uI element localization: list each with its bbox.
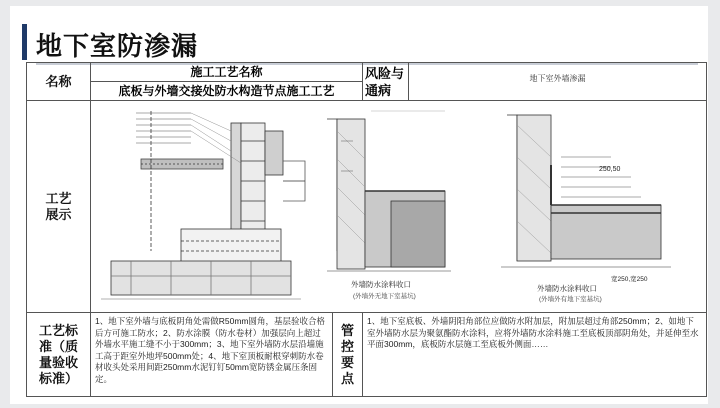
callout-width-250: 宽250,宽250 <box>611 276 648 283</box>
display-label-text: 工艺展示 <box>45 190 72 222</box>
wall-waterproof-drawing-left <box>327 111 451 271</box>
control-label-text: 管控要点 <box>340 322 354 386</box>
craft-name-cell <box>91 63 363 101</box>
control-label <box>333 313 363 397</box>
page-title: 地下室防渗漏 <box>36 31 199 61</box>
callout-250-50: 250,50 <box>599 166 621 173</box>
standard-label-text: 工艺标准（质量验收标准） <box>38 322 78 386</box>
risk-label: 风险与通病 <box>363 63 409 101</box>
standard-label <box>27 313 91 397</box>
section-detail-drawing <box>101 111 305 299</box>
caption-right-sub: (外墙外有地下室基坑) <box>539 296 602 303</box>
wall-waterproof-drawing-right <box>501 115 671 267</box>
drawings-svg <box>91 101 705 307</box>
process-table <box>26 62 707 397</box>
craft-name-value: 底板与外墙交接处防水构造节点施工工艺 <box>118 83 335 98</box>
construction-drawings <box>91 101 707 313</box>
craft-name-label: 施工工艺名称 <box>91 64 362 82</box>
name-label: 名称 <box>27 63 91 101</box>
title-accent-bar <box>22 24 27 60</box>
caption-left: 外墙防水涂料收口 <box>351 280 411 289</box>
display-label <box>27 101 91 313</box>
caption-right: 外墙防水涂料收口 <box>537 284 597 293</box>
standard-text: 1、地下室外墙与底板阴角处需做R50mm圆角，基层验收合格后方可施工防水；2、防水涂膜（防水卷材）加强层向上超过外墙水平施工缝不小于300mm；3、地下室外墙防水层沿墙施工高于距室外地坪500mm处；4、地下室顶板耐根穿刺防水卷材收头处采用间距250mm水泥钉钉50mm宽防锈金属压条固定。 <box>91 313 333 397</box>
caption-left-sub: (外墙外无地下室基坑) <box>353 293 416 300</box>
control-text: 1、地下室底板、外墙阴阳角部位应做防水附加层，附加层超过角部250mm；2、如地下室外墙防水层为聚氨酯防水涂料，应将外墙防水涂料施工至底板顶部阴角处，并延伸至水平面300mm，底板防水层施工至底板外侧面…… <box>363 313 707 397</box>
risk-value: 地下室外墙渗漏 <box>409 63 707 101</box>
